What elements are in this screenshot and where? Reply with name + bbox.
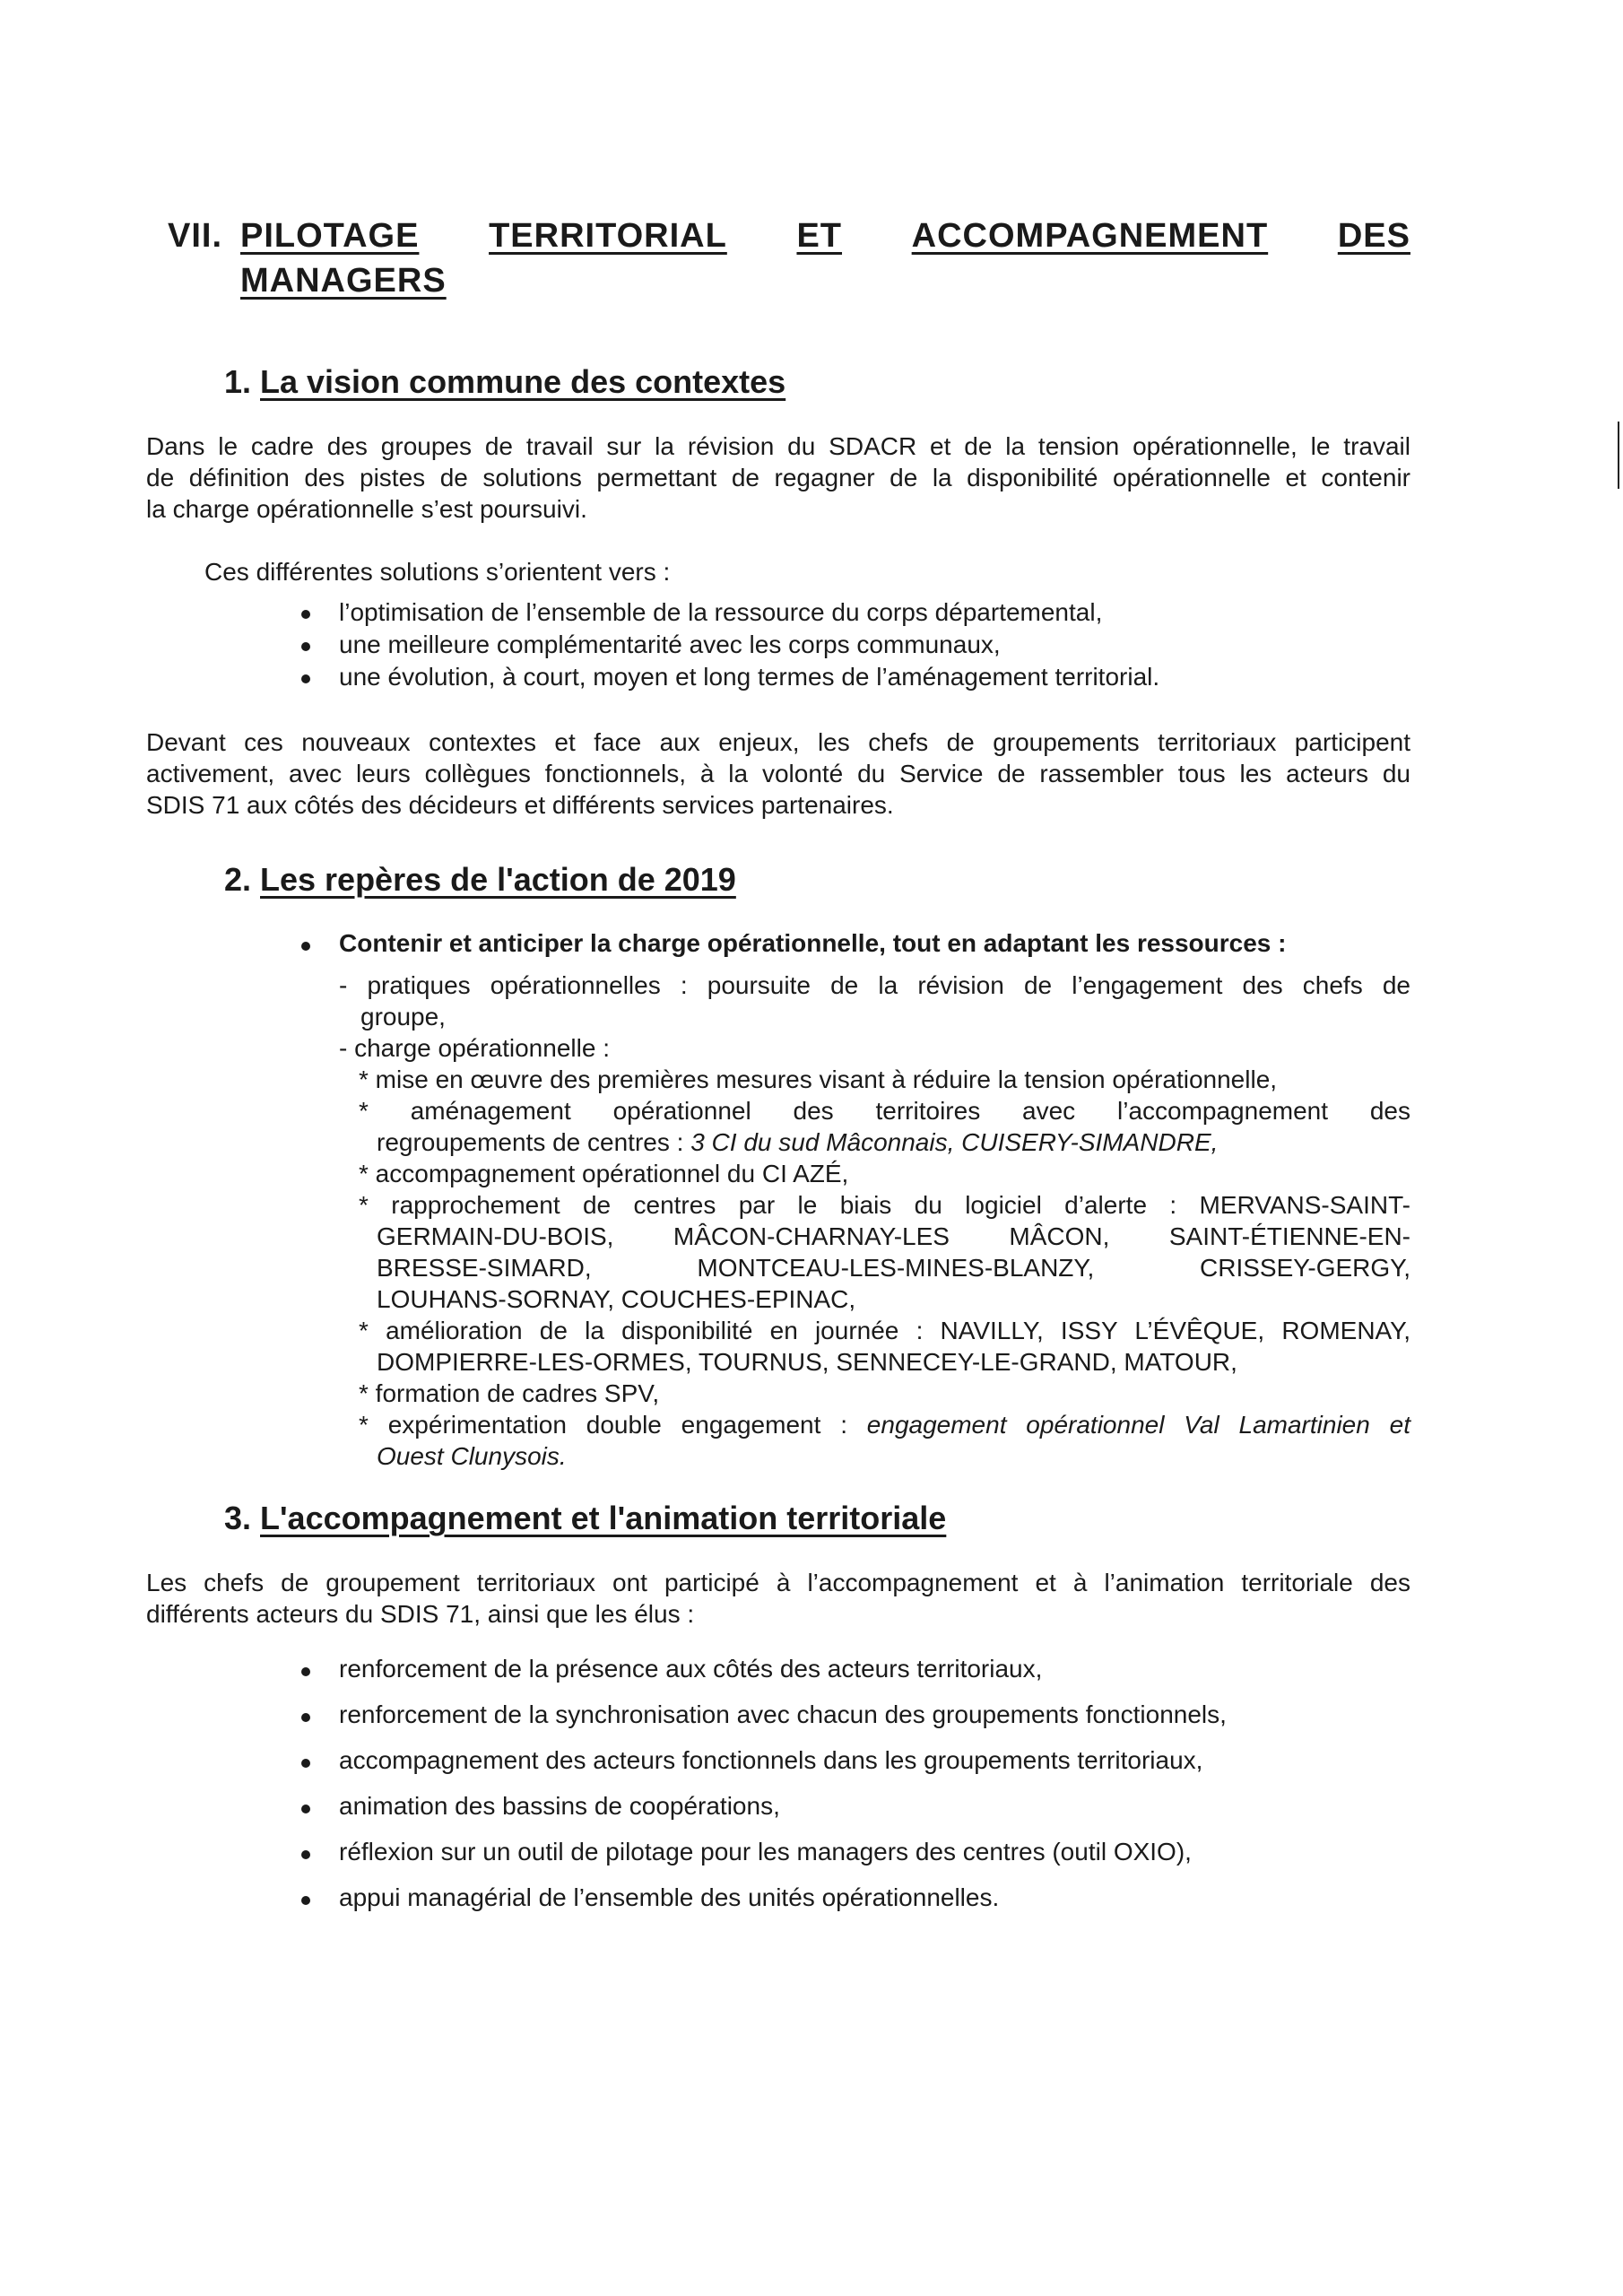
section2-line: - pratiques opérationnelles : poursuite de la révision de l’engagement des chefs de	[339, 971, 1410, 999]
section3-bullet: accompagnement des acteurs fonctionnels dans les groupements territoriaux,	[339, 1746, 1203, 1774]
section2-line: - charge opérationnelle :	[339, 1034, 610, 1062]
section1-para1-line2: de définition des pistes de solutions permettant de regagner de la disponibilité opérationnelle et contenir	[146, 464, 1410, 491]
section2-line: GERMAIN-DU-BOIS, MÂCON-CHARNAY-LES MÂCON, SAINT-ÉTIENNE-EN-	[377, 1222, 1410, 1250]
section2-line: * mise en œuvre des premières mesures visant à réduire la tension opérationnelle,	[359, 1065, 1278, 1093]
section2-line-text: regroupements de centres :	[377, 1128, 691, 1156]
section2-line: * amélioration de la disponibilité en journée : NAVILLY, ISSY L’ÉVÊQUE, ROMENAY,	[359, 1317, 1410, 1344]
bullet-dot	[301, 610, 310, 619]
section2-number: 2.	[224, 861, 252, 898]
section1-heading: La vision commune des contextes	[260, 363, 786, 400]
section1-para1-line3: la charge opérationnelle s’est poursuivi.	[146, 495, 587, 523]
section3-bullet: renforcement de la présence aux côtés des acteurs territoriaux,	[339, 1655, 1043, 1683]
section2-line	[359, 1409, 1410, 1440]
title-numeral: VII.	[168, 217, 223, 255]
section2-line: groupe,	[360, 1003, 446, 1031]
section2-line-italic: 3 CI du sud Mâconnais, CUISERY-SIMANDRE,	[690, 1128, 1219, 1156]
title-word: ET	[796, 217, 843, 255]
section1-para2-line1: Devant ces nouveaux contextes et face aux enjeux, les chefs de groupements territoriaux participent	[146, 728, 1410, 756]
section2-line: * formation de cadres SPV,	[359, 1379, 660, 1407]
section1-bullet: une évolution, à court, moyen et long termes de l’aménagement territorial.	[339, 663, 1160, 691]
section2-line: BRESSE-SIMARD, MONTCEAU-LES-MINES-BLANZY, CRISSEY-GERGY,	[377, 1254, 1410, 1282]
section3-bullet: renforcement de la synchronisation avec chacun des groupements fonctionnels,	[339, 1700, 1227, 1728]
title-line-2: MANAGERS	[240, 262, 447, 300]
section3-heading: L'accompagnement et l'animation territoriale	[260, 1500, 947, 1536]
bullet-dot	[301, 1667, 310, 1676]
title-word: TERRITORIAL	[489, 217, 727, 255]
section2-bold-bullet: Contenir et anticiper la charge opérationnelle, tout en adaptant les ressources :	[339, 929, 1287, 957]
section2-line: * accompagnement opérationnel du CI AZÉ,	[359, 1160, 849, 1187]
bullet-dot	[301, 674, 310, 683]
section2-line: LOUHANS-SORNAY, COUCHES-EPINAC,	[377, 1285, 856, 1313]
section3-bullet: appui managérial de l’ensemble des unités opérationnelles.	[339, 1883, 1000, 1911]
title-line-1	[240, 217, 1410, 256]
section3-number: 3.	[224, 1500, 252, 1536]
bullet-dot	[301, 642, 310, 651]
title-word: ACCOMPAGNEMENT	[911, 217, 1269, 255]
section3-para-line1: Les chefs de groupement territoriaux ont participé à l’accompagnement et à l’animation territoriale des	[146, 1569, 1410, 1596]
section1-para1-line1: Dans le cadre des groupes de travail sur la révision du SDACR et de la tension opérationnelle, le travail	[146, 432, 1410, 460]
bullet-dot	[301, 1805, 310, 1813]
bullet-dot	[301, 1896, 310, 1905]
section1-bullet: une meilleure complémentarité avec les corps communaux,	[339, 631, 1001, 658]
section2-line-italic: engagement opérationnel Val Lamartinien et	[866, 1411, 1410, 1439]
bullet-dot	[301, 1850, 310, 1859]
section2-line: * rapprochement de centres par le biais du logiciel d’alerte : MERVANS-SAINT-	[359, 1191, 1410, 1219]
title-word: PILOTAGE	[240, 217, 420, 255]
section2-line: Ouest Clunysois.	[377, 1442, 567, 1470]
section1-number: 1.	[224, 363, 252, 400]
margin-mark	[1618, 422, 1619, 489]
section3-para-line2: différents acteurs du SDIS 71, ainsi que les élus :	[146, 1600, 695, 1628]
section1-para2-line3: SDIS 71 aux côtés des décideurs et différents services partenaires.	[146, 791, 894, 819]
section3-bullet: réflexion sur un outil de pilotage pour les managers des centres (outil OXIO),	[339, 1838, 1192, 1866]
section2-line	[377, 1126, 1218, 1158]
section3-bullet: animation des bassins de coopérations,	[339, 1792, 780, 1820]
section1-intro: Ces différentes solutions s’orientent vers :	[204, 558, 671, 586]
section2-line: * aménagement opérationnel des territoires avec l’accompagnement des	[359, 1097, 1410, 1125]
section2-line-text: * expérimentation double engagement :	[359, 1411, 867, 1439]
section1-bullet: l’optimisation de l’ensemble de la ressource du corps départemental,	[339, 598, 1103, 626]
title-word: DES	[1337, 217, 1410, 255]
section2-heading: Les repères de l'action de 2019	[260, 861, 736, 898]
bullet-dot	[301, 942, 310, 951]
section1-para2-line2: activement, avec leurs collègues fonctionnels, à la volonté du Service de rassembler tous les acteurs du	[146, 760, 1410, 787]
section2-line: DOMPIERRE-LES-ORMES, TOURNUS, SENNECEY-LE-GRAND, MATOUR,	[377, 1348, 1237, 1376]
bullet-dot	[301, 1759, 310, 1768]
bullet-dot	[301, 1713, 310, 1722]
